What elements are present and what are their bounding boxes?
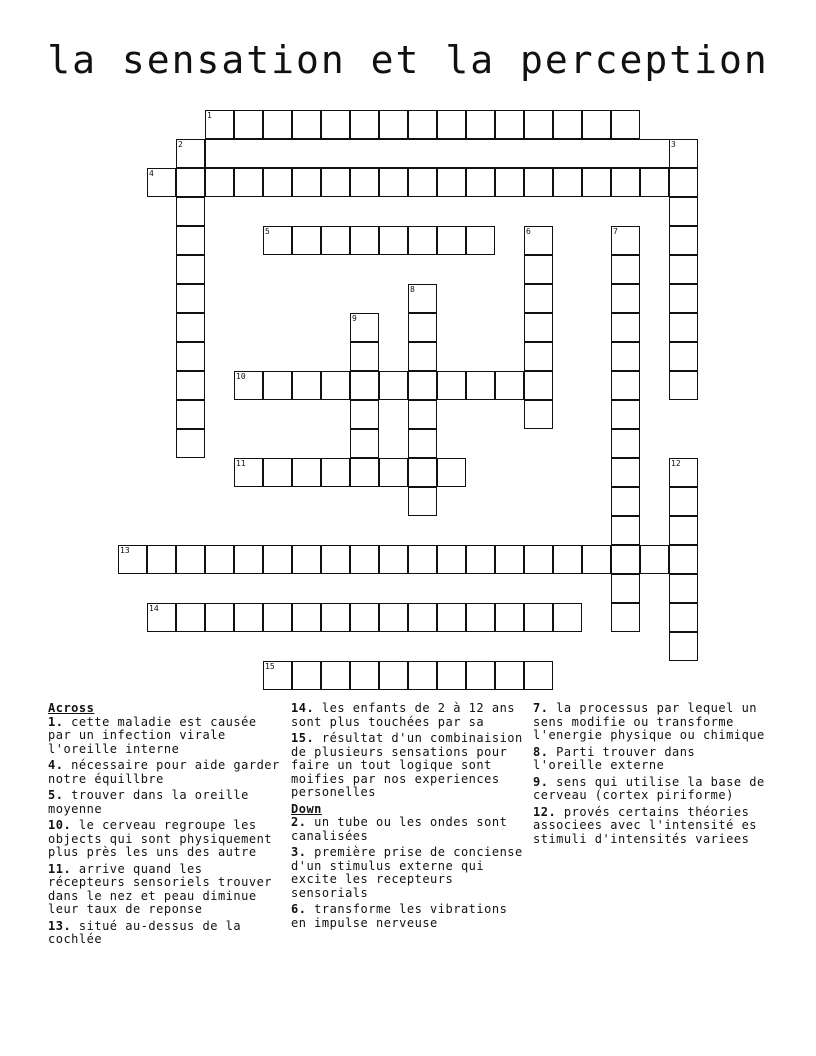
grid-cell[interactable] [176,255,205,284]
clue-number: 11. [48,861,72,876]
grid-cell[interactable] [669,284,698,313]
grid-cell[interactable] [176,197,205,226]
grid-cell[interactable] [379,661,408,690]
grid-cell[interactable] [234,545,263,574]
clues-column-3 [533,702,769,849]
grid-cell[interactable] [437,226,466,255]
clue-text: situé au-dessus de la cochlée [48,918,242,946]
grid-cell[interactable] [408,458,437,487]
grid-cell[interactable] [205,545,234,574]
grid-cell[interactable] [350,313,379,342]
grid-cell[interactable] [611,313,640,342]
grid-cell[interactable] [640,545,669,574]
grid-cell[interactable] [553,545,582,574]
clue [533,746,769,773]
grid-cell[interactable] [292,168,321,197]
grid-cell[interactable] [495,603,524,632]
cell-number: 9 [352,314,357,323]
clue [48,759,284,786]
grid-cell[interactable] [379,458,408,487]
grid-cell[interactable] [263,458,292,487]
clue [291,702,527,729]
grid-cell[interactable] [524,400,553,429]
grid-cell[interactable] [669,226,698,255]
grid-cell[interactable] [611,516,640,545]
grid-cell[interactable] [176,400,205,429]
grid-cell[interactable] [176,313,205,342]
clue [48,789,284,816]
grid-cell[interactable] [408,429,437,458]
grid-cell[interactable] [611,342,640,371]
cell-number: 11 [236,459,246,468]
grid-cell[interactable] [408,400,437,429]
grid-cell[interactable] [350,603,379,632]
grid-cell[interactable] [611,545,640,574]
grid-cell[interactable] [611,458,640,487]
grid-cell[interactable] [350,545,379,574]
grid-cell[interactable] [408,603,437,632]
grid-cell[interactable] [234,603,263,632]
grid-cell[interactable] [524,168,553,197]
clue-number: 1. [48,714,64,729]
clue-text: transforme les vibrations en impulse nerveuse [291,902,508,930]
grid-cell[interactable] [408,168,437,197]
grid-cell[interactable] [321,110,350,139]
grid-cell[interactable] [524,284,553,313]
down-clues [291,816,527,930]
clue-text: arrive quand les récepteurs sensoriels trouver dans le nez et peau diminue leur taux de reponse [48,861,273,916]
grid-cell[interactable] [611,371,640,400]
grid-cell[interactable] [350,429,379,458]
grid-cell[interactable] [553,110,582,139]
grid-cell[interactable] [408,661,437,690]
grid-cell[interactable] [176,603,205,632]
cell-number: 6 [526,227,531,236]
grid-cell[interactable] [669,545,698,574]
grid-cell[interactable] [640,168,669,197]
grid-cell[interactable] [408,545,437,574]
grid-cell[interactable] [292,371,321,400]
grid-cell[interactable] [553,168,582,197]
grid-cell[interactable] [611,255,640,284]
cell-number: 5 [265,227,270,236]
grid-cell[interactable] [669,313,698,342]
grid-cell[interactable] [582,545,611,574]
clue [291,903,527,930]
grid-cell[interactable] [176,168,205,197]
across-heading: Across [48,701,95,715]
clue-number: 7. [533,701,549,715]
grid-cell[interactable] [466,661,495,690]
grid-cell[interactable] [437,661,466,690]
clue-text: la processus par lequel un sens modifie ou transforme l'energie physique ou chimique [533,701,765,742]
grid-cell[interactable] [669,516,698,545]
grid-cell[interactable] [321,458,350,487]
grid-cell[interactable] [147,603,176,632]
grid-cell[interactable] [263,603,292,632]
grid-cell[interactable] [234,168,263,197]
grid-cell[interactable] [176,429,205,458]
clue [291,846,527,900]
clue [48,819,284,860]
grid-cell[interactable] [524,255,553,284]
clue [48,863,284,917]
grid-cell[interactable] [437,545,466,574]
grid-cell[interactable] [669,197,698,226]
grid-cell[interactable] [263,226,292,255]
grid-cell[interactable] [669,487,698,516]
grid-cell[interactable] [350,371,379,400]
clue-text: provés certains théories associees avec l'intensité es stimuli d'intensités variees [533,804,758,846]
cell-number: 3 [671,140,676,149]
grid-cell[interactable] [408,342,437,371]
grid-cell[interactable] [669,168,698,197]
grid-cell[interactable] [669,632,698,661]
grid-cell[interactable] [321,371,350,400]
grid-cell[interactable] [466,371,495,400]
clue [48,920,284,947]
grid-cell[interactable] [524,371,553,400]
clue [48,716,284,757]
clue-number: 2. [291,815,307,829]
grid-cell[interactable] [350,400,379,429]
clue [533,776,769,803]
clue [291,732,527,800]
grid-cell[interactable] [379,371,408,400]
grid-cell[interactable] [669,603,698,632]
grid-cell[interactable] [205,168,234,197]
clue [533,806,769,847]
clue-number: 12. [533,804,557,819]
grid-cell[interactable] [611,429,640,458]
grid-cell[interactable] [321,226,350,255]
grid-band[interactable] [205,139,670,168]
across-continued [291,702,527,800]
grid-cell[interactable] [611,226,640,255]
grid-cell[interactable] [408,487,437,516]
grid-cell[interactable] [524,661,553,690]
grid-cell[interactable] [234,110,263,139]
grid-cell[interactable] [466,110,495,139]
grid-cell[interactable] [292,458,321,487]
grid-cell[interactable] [611,168,640,197]
grid-cell[interactable] [350,342,379,371]
grid-cell[interactable] [495,661,524,690]
grid-cell[interactable] [379,545,408,574]
grid-cell[interactable] [466,603,495,632]
grid-cell[interactable] [205,603,234,632]
grid-cell[interactable] [350,226,379,255]
grid-cell[interactable] [611,400,640,429]
grid-cell[interactable] [379,226,408,255]
cell-number: 8 [410,285,415,294]
grid-cell[interactable] [437,458,466,487]
grid-cell[interactable] [611,603,640,632]
clue-number: 15. [291,731,315,745]
clue-text: Parti trouver dans l'oreille externe [533,744,696,772]
clue-text: trouver dans la oreille moyenne [48,788,249,816]
grid-cell[interactable] [263,371,292,400]
grid-cell[interactable] [524,342,553,371]
cell-number: 12 [671,459,681,468]
grid-cell[interactable] [234,458,263,487]
grid-cell[interactable] [292,603,321,632]
clue-text: sens qui utilise la base de cerveau (cortex piriforme) [533,774,765,802]
clue-number: 10. [48,818,72,832]
clue-number: 6. [291,902,307,916]
grid-cell[interactable] [669,371,698,400]
grid-cell[interactable] [321,661,350,690]
grid-cell[interactable] [669,574,698,603]
grid-cell[interactable] [495,168,524,197]
grid-cell[interactable] [292,226,321,255]
cell-number: 4 [149,169,154,178]
grid-cell[interactable] [611,284,640,313]
grid-cell[interactable] [553,603,582,632]
grid-cell[interactable] [524,226,553,255]
grid-cell[interactable] [263,110,292,139]
grid-cell[interactable] [176,342,205,371]
grid-cell[interactable] [524,603,553,632]
grid-cell[interactable] [379,168,408,197]
grid-cell[interactable] [408,226,437,255]
grid-cell[interactable] [176,139,205,168]
grid-cell[interactable] [466,226,495,255]
clue-text: un tube ou les ondes sont canalisées [291,815,508,843]
clue-text: résultat d'un combinaision de plusieurs sensations pour faire un tout logique sont moifies par nos experiences personelles [291,731,523,799]
grid-cell[interactable] [669,139,698,168]
down-heading: Down [291,801,322,816]
grid-cell[interactable] [408,371,437,400]
grid-cell[interactable] [408,284,437,313]
grid-cell[interactable] [495,110,524,139]
grid-cell[interactable] [524,110,553,139]
clues-column-1 [48,702,284,950]
clue [291,816,527,843]
grid-cell[interactable] [234,371,263,400]
grid-cell[interactable] [611,574,640,603]
cell-number: 1 [207,111,212,120]
cell-number: 2 [178,140,183,149]
grid-cell[interactable] [292,110,321,139]
grid-cell[interactable] [408,313,437,342]
cell-number: 10 [236,372,246,381]
grid-cell[interactable] [437,110,466,139]
clue-number: 3. [291,845,307,859]
grid-cell[interactable] [408,110,437,139]
grid-cell[interactable] [176,545,205,574]
clue-number: 14. [291,701,315,715]
grid-cell[interactable] [437,603,466,632]
clue-number: 5. [48,788,64,802]
cell-number: 13 [120,546,130,555]
grid-cell[interactable] [466,545,495,574]
grid-cell[interactable] [466,168,495,197]
grid-cell[interactable] [524,545,553,574]
grid-cell[interactable] [292,545,321,574]
grid-cell[interactable] [147,168,176,197]
grid-cell[interactable] [205,110,234,139]
clue-number: 13. [48,918,72,933]
clue [533,702,769,743]
cell-number: 15 [265,662,275,671]
clue-number: 4. [48,758,64,772]
grid-cell[interactable] [495,545,524,574]
cell-number: 14 [149,604,159,613]
grid-cell[interactable] [176,226,205,255]
grid-cell[interactable] [176,284,205,313]
clue-text: cette maladie est causée par un infection virale l'oreille interne [48,714,257,756]
grid-cell[interactable] [321,168,350,197]
puzzle-title: la sensation et la perception [47,38,769,82]
grid-cell[interactable] [611,110,640,139]
grid-cell[interactable] [263,545,292,574]
grid-cell[interactable] [350,661,379,690]
grid-cell[interactable] [379,110,408,139]
grid-cell[interactable] [669,342,698,371]
grid-cell[interactable] [524,313,553,342]
grid-cell[interactable] [292,661,321,690]
grid-cell[interactable] [582,110,611,139]
grid-cell[interactable] [350,110,379,139]
grid-cell[interactable] [118,545,147,574]
grid-cell[interactable] [147,545,176,574]
clue-text: nécessaire pour aide garder notre équillbre [48,758,280,786]
clues-column-2 [291,702,527,933]
grid-cell[interactable] [321,603,350,632]
grid-cell[interactable] [321,545,350,574]
clue-text: première prise de conciense d'un stimulus externe qui excite les recepteurs sensorials [291,845,523,900]
clue-text: le cerveau regroupe les objects qui sont physiquement plus près les uns des autre [48,818,273,859]
grid-cell[interactable] [611,487,640,516]
grid-cell[interactable] [669,255,698,284]
clue-number: 8. [533,744,549,759]
grid-cell[interactable] [350,458,379,487]
grid-cell[interactable] [379,603,408,632]
grid-cell[interactable] [437,168,466,197]
grid-cell[interactable] [350,168,379,197]
grid-cell[interactable] [263,661,292,690]
grid-cell[interactable] [582,168,611,197]
cell-number: 7 [613,227,618,236]
clue-text: les enfants de 2 à 12 ans sont plus touchées par sa [291,701,516,729]
grid-cell[interactable] [176,371,205,400]
grid-cell[interactable] [669,458,698,487]
clue-number: 9. [533,774,549,789]
grid-cell[interactable] [495,371,524,400]
grid-cell[interactable] [263,168,292,197]
grid-cell[interactable] [437,371,466,400]
